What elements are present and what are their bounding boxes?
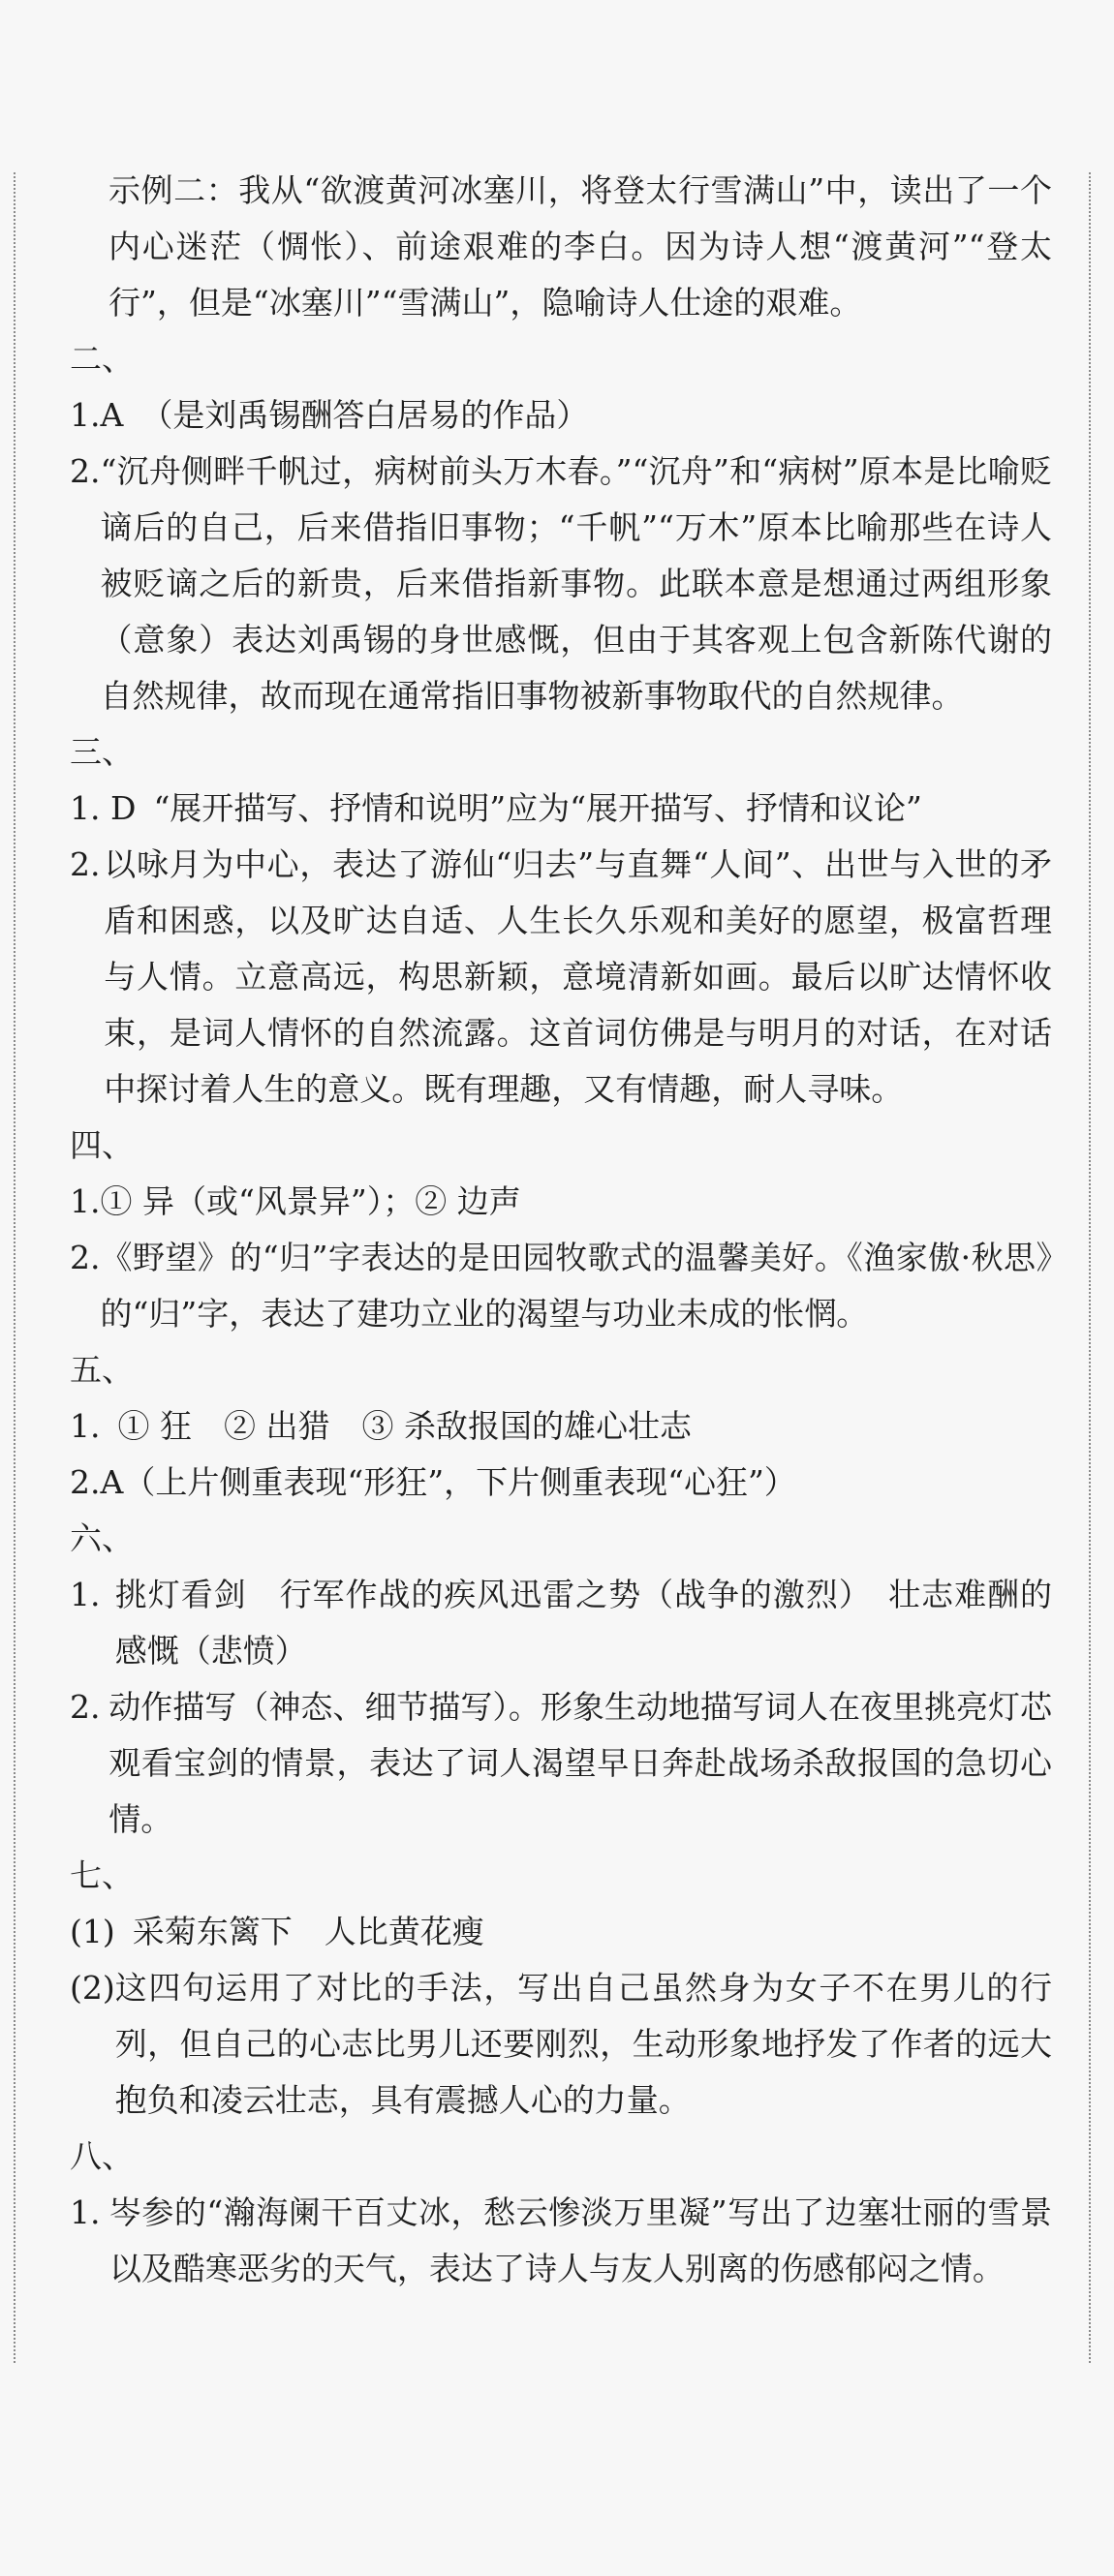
item-text: “展开描写、抒情和说明”应为“展开描写、抒情和议论” bbox=[153, 789, 922, 827]
answer-item bbox=[70, 444, 1052, 724]
answer-item bbox=[70, 387, 1052, 444]
example-two-paragraph: 示例二：我从“欲渡黄河冰塞川，将登太行雪满山”中，读出了一个内心迷茫（惆怅）、前途艰难的李白。因为诗人想“渡黄河”“登太行”，但是“冰塞川”“雪满山”，隐喻诗人仕途的艰难。 bbox=[108, 171, 1052, 322]
item-number: 2. bbox=[70, 452, 101, 490]
left-margin-rule bbox=[14, 172, 15, 2363]
section-heading-6: 六、 bbox=[70, 1519, 134, 1557]
item-text: 动作描写（神态、细节描写）。形象生动地描写词人在夜里挑亮灯芯观看宝剑的情景，表达了词人渴望早日奔赴战场杀敌报国的急切心情。 bbox=[108, 1688, 1052, 1838]
section-heading-3: 三、 bbox=[70, 733, 134, 771]
section-heading-8: 八、 bbox=[70, 2137, 134, 2175]
item-text: 以咏月为中心，表达了游仙“归去”与直舞“人间”、出世与入世的矛盾和困惑，以及旷达自适、人生长久乐观和美好的愿望，极富哲理与人情。立意高远，构思新颖，意境清新如画。最后以旷达情怀收束，是词人情怀的自然流露。这首词仿佛是与明月的对话，在对话中探讨着人生的意义。既有理趣，又有情趣，耐人寻味。 bbox=[104, 845, 1052, 1108]
item-text: 挑灯看剑 行军作战的疾风迅雷之势（战争的激烈） 壮志难酬的感慨（悲愤） bbox=[114, 1576, 1052, 1670]
item-text: （是刘禹锡酬答白居易的作品） bbox=[140, 396, 589, 434]
item-number: 1. bbox=[70, 1576, 101, 1613]
answer-item bbox=[70, 837, 1052, 1118]
answer-item bbox=[70, 1904, 1052, 1960]
answer-item bbox=[70, 1960, 1052, 2129]
item-number: 2.A bbox=[70, 1463, 124, 1501]
answer-item bbox=[70, 1398, 1052, 1455]
item-text: 岑参的“瀚海阑干百丈冰，愁云惨淡万里凝”写出了边塞壮丽的雪景以及酷寒恶劣的天气，表达了诗人与友人别离的伤感郁闷之情。 bbox=[108, 2193, 1052, 2287]
item-text: 这四句运用了对比的手法，写出自己虽然身为女子不在男儿的行列，但自己的心志比男儿还要刚烈，生动形象地抒发了作者的远大抱负和凌云壮志，具有震撼人心的力量。 bbox=[114, 1969, 1052, 2119]
item-number: 2. bbox=[70, 1688, 101, 1726]
right-margin-rule bbox=[1089, 172, 1091, 2363]
item-number: 1. bbox=[70, 1407, 101, 1445]
section-heading-2: 二、 bbox=[70, 340, 134, 378]
item-number: (2) bbox=[70, 1969, 115, 2007]
item-number: 2. bbox=[70, 1239, 101, 1276]
answer-content bbox=[70, 163, 1052, 2297]
item-text: 《野望》的“归”字表达的是田园牧歌式的温馨美好。《渔家傲·秋思》的“归”字，表达了建功立业的渴望与功业未成的怅惘。 bbox=[100, 1239, 1052, 1333]
answer-item bbox=[70, 1230, 1052, 1342]
answer-item bbox=[70, 781, 1052, 837]
item-number: 1. bbox=[70, 2193, 101, 2231]
answer-item bbox=[70, 1679, 1052, 1848]
answer-item bbox=[70, 2185, 1052, 2297]
item-text: 采菊东篱下 人比黄花瘦 bbox=[132, 1913, 484, 1950]
item-number: 1.A bbox=[70, 396, 124, 434]
answer-item bbox=[70, 1567, 1052, 1679]
item-number: 1. D bbox=[70, 789, 137, 827]
item-number: (1) bbox=[70, 1913, 115, 1950]
answer-item bbox=[70, 1174, 1052, 1230]
section-heading-7: 七、 bbox=[70, 1856, 134, 1894]
answer-item bbox=[70, 1455, 1052, 1511]
section-heading-4: 四、 bbox=[70, 1126, 134, 1164]
item-number: 2. bbox=[70, 845, 101, 883]
item-text: “沉舟侧畔千帆过，病树前头万木春。”“沉舟”和“病树”原本是比喻贬谪后的自己，后来借指旧事物；“千帆”“万木”原本比喻那些在诗人被贬谪之后的新贵，后来借指新事物。此联本意是想通过两组形象（意象）表达刘禹锡的身世感慨，但由于其客观上包含新陈代谢的自然规律，故而现在通常指旧事物被新事物取代的自然规律。 bbox=[100, 452, 1052, 715]
item-text: （上片侧重表现“形狂”，下片侧重表现“心狂”） bbox=[123, 1463, 796, 1501]
item-number: 1. bbox=[70, 1182, 101, 1220]
item-text: ① 异（或“风景异”）；② 边声 bbox=[100, 1182, 521, 1220]
item-text: ① 狂 ② 出猎 ③ 杀敌报国的雄心壮志 bbox=[117, 1407, 692, 1445]
section-heading-5: 五、 bbox=[70, 1351, 134, 1389]
